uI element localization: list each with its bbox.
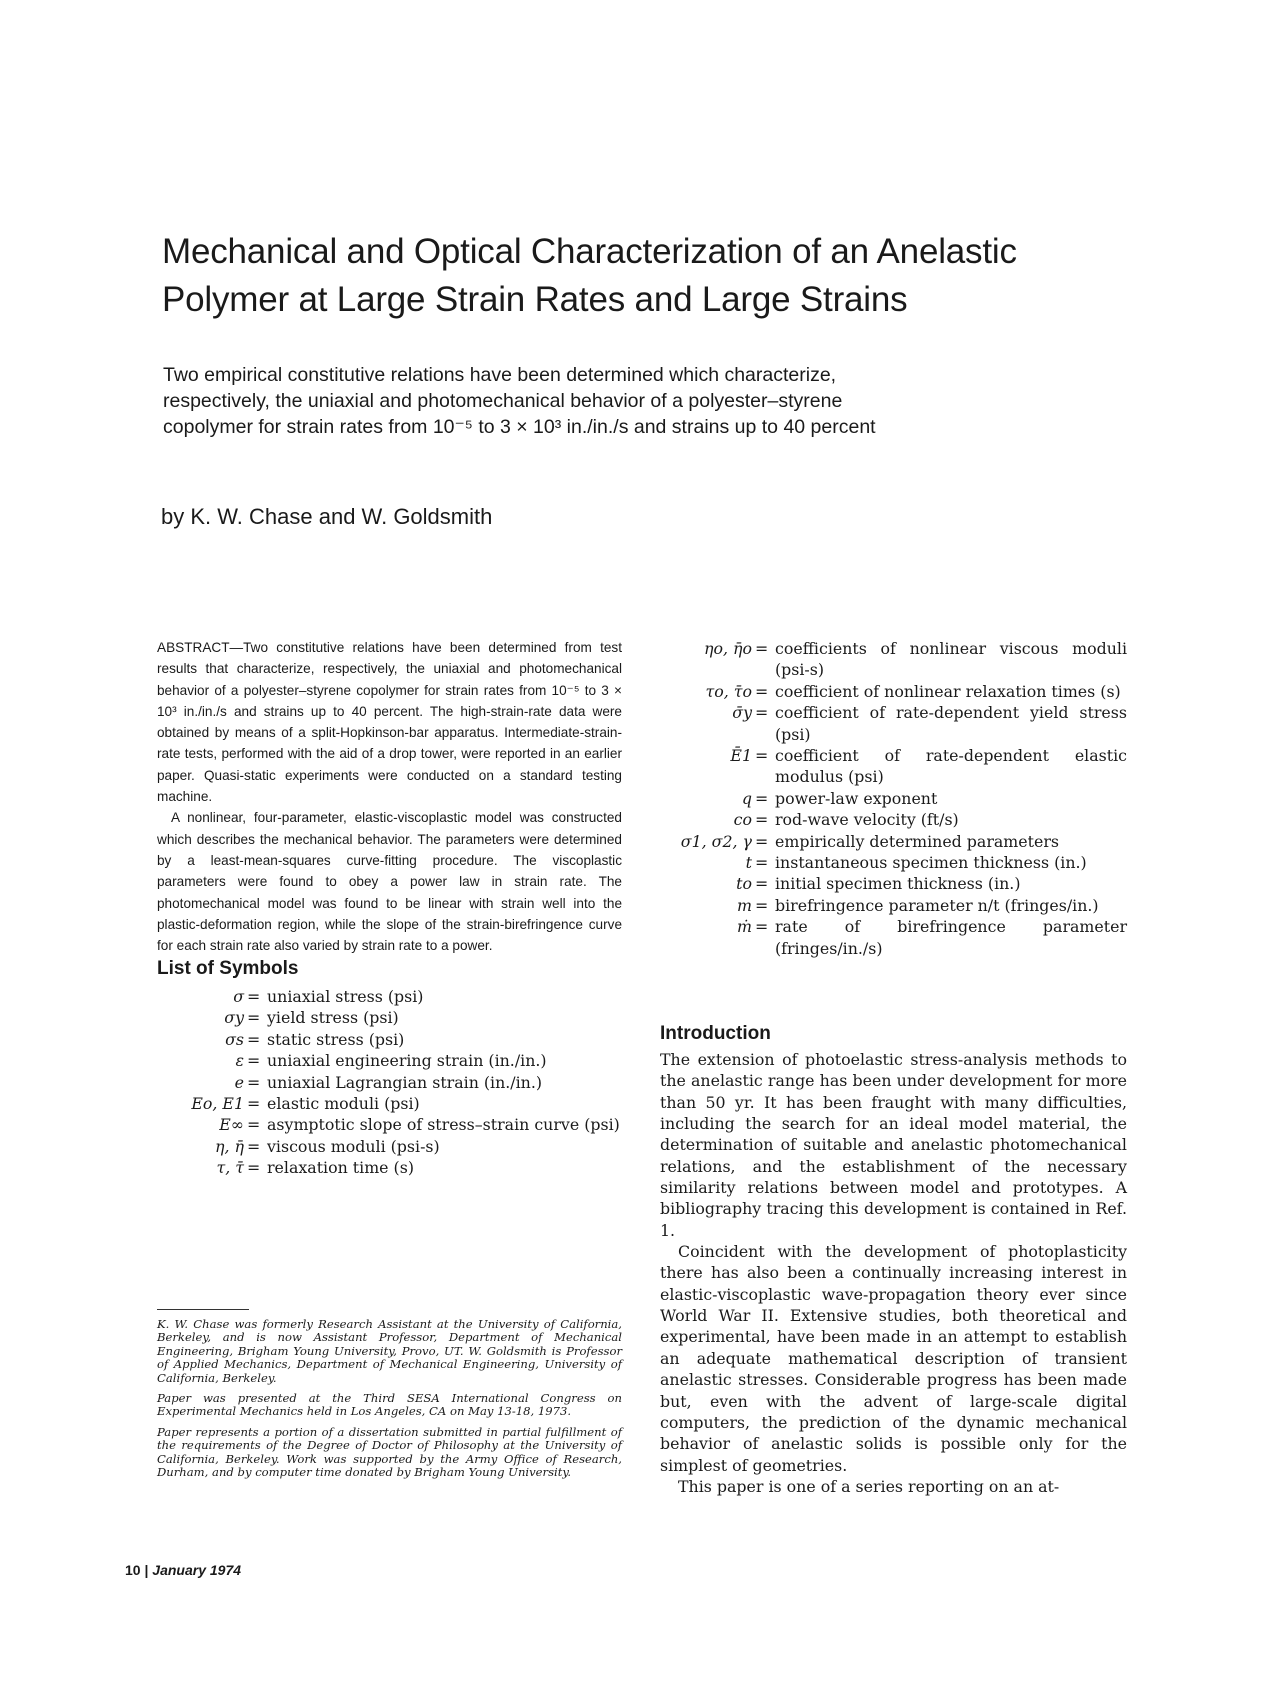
symbol: σ1, σ2, γ [680, 831, 752, 851]
symbol-definition: initial specimen thickness (in.) [775, 874, 1021, 894]
symbol-definition: relaxation time (s) [267, 1158, 414, 1178]
symbol-row [157, 1050, 622, 1071]
symbol-definition: birefringence parameter n/t (fringes/in.) [775, 895, 1099, 915]
author-byline: by K. W. Chase and W. Goldsmith [161, 504, 493, 529]
symbol: σy [224, 1008, 244, 1028]
symbol-row [620, 852, 1127, 873]
symbol: q [741, 788, 752, 808]
page-folio [125, 1562, 241, 1578]
footnote: Paper was presented at the Third SESA International Congress on Experimental Mechanics held in Los Angeles, CA on May 13-18, 1973. [157, 1391, 622, 1419]
symbol-definition: rod-wave velocity (ft/s) [775, 810, 959, 830]
abstract [157, 637, 622, 956]
symbol-row [620, 702, 1127, 745]
symbol-row [620, 873, 1127, 894]
equals-sign: = [247, 1051, 261, 1071]
symbol: ηo, η̄o [704, 639, 752, 658]
symbols-list-right [620, 638, 1127, 959]
equals-sign: = [755, 788, 769, 808]
symbol: σ̄y [732, 703, 752, 723]
symbol-row [620, 895, 1127, 916]
symbol-definition: coefficient of rate-dependent yield stress (psi) [775, 703, 1127, 744]
equals-sign: = [755, 703, 769, 723]
equals-sign: = [247, 1115, 261, 1135]
introduction-heading: Introduction [660, 1023, 771, 1044]
symbol: τo, τ̄o [705, 681, 752, 701]
symbol-row [620, 745, 1127, 788]
equals-sign: = [755, 853, 769, 873]
symbol-definition: rate of birefringence parameter (fringes/in./s) [775, 917, 1127, 958]
symbol-row [157, 1114, 622, 1135]
symbol-row [157, 1157, 622, 1178]
page-number: 10 [125, 1562, 141, 1578]
symbol-definition: asymptotic slope of stress–strain curve (psi) [267, 1115, 620, 1135]
symbol-row [620, 788, 1127, 809]
equals-sign: = [755, 874, 769, 894]
symbol-row [157, 1072, 622, 1093]
equals-sign: = [247, 1072, 261, 1092]
equals-sign: = [247, 1136, 261, 1156]
symbol-row [157, 1029, 622, 1050]
symbol: η, η̄ [215, 1136, 244, 1156]
symbol: m [737, 895, 752, 915]
symbol-definition: uniaxial stress (psi) [267, 987, 424, 1006]
symbol: e [234, 1072, 244, 1092]
symbols-list-left [157, 986, 622, 1179]
symbol-row [157, 1093, 622, 1114]
equals-sign: = [247, 1094, 261, 1114]
equals-sign: = [247, 1008, 261, 1028]
symbol: to [736, 874, 752, 894]
equals-sign: = [247, 1029, 261, 1049]
introduction-body [660, 1049, 1127, 1497]
symbol-definition: coefficients of nonlinear viscous moduli (psi-s) [775, 639, 1127, 680]
equals-sign: = [247, 1158, 261, 1178]
symbol-definition: uniaxial engineering strain (in./in.) [267, 1051, 547, 1071]
symbol: Ē1 [730, 746, 752, 766]
symbol-row [620, 809, 1127, 830]
equals-sign: = [755, 917, 769, 937]
issue-date: January 1974 [152, 1562, 242, 1578]
body-paragraph: This paper is one of a series reporting on an at- [678, 1476, 1060, 1496]
symbol-definition: yield stress (psi) [267, 1008, 399, 1028]
paper-title: Mechanical and Optical Characterization of an Anelastic Polymer at Large Strain Rates and Large Strains [162, 232, 1017, 319]
symbol: ε [235, 1051, 244, 1071]
symbol-definition: empirically determined parameters [775, 831, 1059, 851]
symbol: ṁ [737, 917, 752, 937]
symbol-definition: static stress (psi) [267, 1029, 405, 1049]
footnotes [157, 1318, 622, 1486]
abstract-paragraph: ABSTRACT—Two constitutive relations have been determined from test results that characterize, respectively, the uniaxial and photomechanical behavior of a polyester–styrene copolymer for strain rates from 10⁻⁵ to 3 × 10³ in./in./s and strains up to 40 percent. The high-strain-rate data were obtained by means of a split-Hopkinson-bar apparatus. Intermediate-strain-rate tests, performed with the aid of a drop tower, were reported in an earlier paper. Quasi-static experiments were conducted on a standard testing machine. [157, 640, 622, 805]
symbol: τ, τ̄ [216, 1158, 244, 1178]
symbols-heading: List of Symbols [157, 958, 299, 979]
symbol: t [745, 853, 752, 873]
symbol-definition: uniaxial Lagrangian strain (in./in.) [267, 1072, 543, 1092]
footnote: K. W. Chase was formerly Research Assistant at the University of California, Berkeley, and is now Assistant Professor, Department of Mechanical Engineering, Brigham Young University, Provo, UT. W. Goldsmith is Professor of Applied Mechanics, Department of Mechanical Engineering, University of California, Berkeley. [157, 1317, 622, 1385]
symbol: σ [233, 987, 244, 1006]
symbol-row [157, 1007, 622, 1028]
body-paragraph: The extension of photoelastic stress-analysis methods to the anelastic range has been under development for more than 50 yr. It has been fraught with many difficulties, including the search for an ideal model material, the determination of suitable and anelastic photomechanical relations, and the establishment of the necessary similarity relations between model and prototypes. A bibliography tracing this development is contained in Ref. 1. [660, 1050, 1127, 1240]
symbol: co [733, 810, 752, 830]
symbol-definition: coefficient of rate-dependent elastic modulus (psi) [775, 746, 1127, 787]
symbol-row [157, 1136, 622, 1157]
symbol-row [620, 916, 1127, 959]
footnote: Paper represents a portion of a dissertation submitted in partial fulfillment of the requirements of the Degree of Doctor of Philosophy at the University of California, Berkeley. Work was supported by the Army Office of Research, Durham, and by computer time donated by Brigham Young University. [157, 1424, 622, 1480]
equals-sign: = [755, 831, 769, 851]
equals-sign: = [755, 681, 769, 701]
body-paragraph: Coincident with the development of photoplasticity there has also been a continually increasing interest in elastic-viscoplastic wave-propagation theory ever since World War II. Extensive studies, both theoretical and experimental, have been made in an attempt to establish an adequate mathematical description of transient anelastic stresses. Considerable progress has been made but, even with the advent of large-scale digital computers, the prediction of the dynamic mechanical behavior of anelastic solids is possible only for the simplest of geometries. [660, 1242, 1127, 1475]
symbol-definition: instantaneous specimen thickness (in.) [775, 853, 1087, 873]
symbol: Eo, E1 [191, 1094, 244, 1114]
folio-separator: | [144, 1562, 149, 1578]
equals-sign: = [755, 895, 769, 915]
symbol-definition: viscous moduli (psi-s) [267, 1136, 440, 1156]
footnote-divider [157, 1309, 249, 1310]
symbol-row [620, 831, 1127, 852]
symbol-definition: coefficient of nonlinear relaxation times (s) [775, 681, 1121, 701]
symbol-row [157, 986, 622, 1007]
symbol-row [620, 681, 1127, 702]
symbol-definition: elastic moduli (psi) [267, 1094, 420, 1114]
symbol: σs [225, 1029, 244, 1049]
symbol-definition: power-law exponent [775, 788, 938, 808]
abstract-paragraph: A nonlinear, four-parameter, elastic-viscoplastic model was constructed which describes the mechanical behavior. The parameters were determined by a least-mean-squares curve-fitting procedure. The viscoplastic parameters were found to obey a power law in strain rate. The photomechanical model was found to be linear with strain well into the plastic-deformation region, while the slope of the strain-birefringence curve for each strain rate also varied by strain rate to a power. [157, 810, 622, 954]
equals-sign: = [755, 746, 769, 766]
summary-deck: Two empirical constitutive relations have been determined which characterize, respectively, the uniaxial and photomechanical behavior of a polyester–styrene copolymer for strain rates from 10⁻⁵ to 3 × 10³ in./in./s and strains up to 40 percent [163, 364, 876, 438]
equals-sign: = [755, 639, 769, 658]
equals-sign: = [755, 810, 769, 830]
symbol-row [620, 638, 1127, 681]
equals-sign: = [247, 987, 261, 1006]
symbol: E∞ [219, 1115, 244, 1135]
